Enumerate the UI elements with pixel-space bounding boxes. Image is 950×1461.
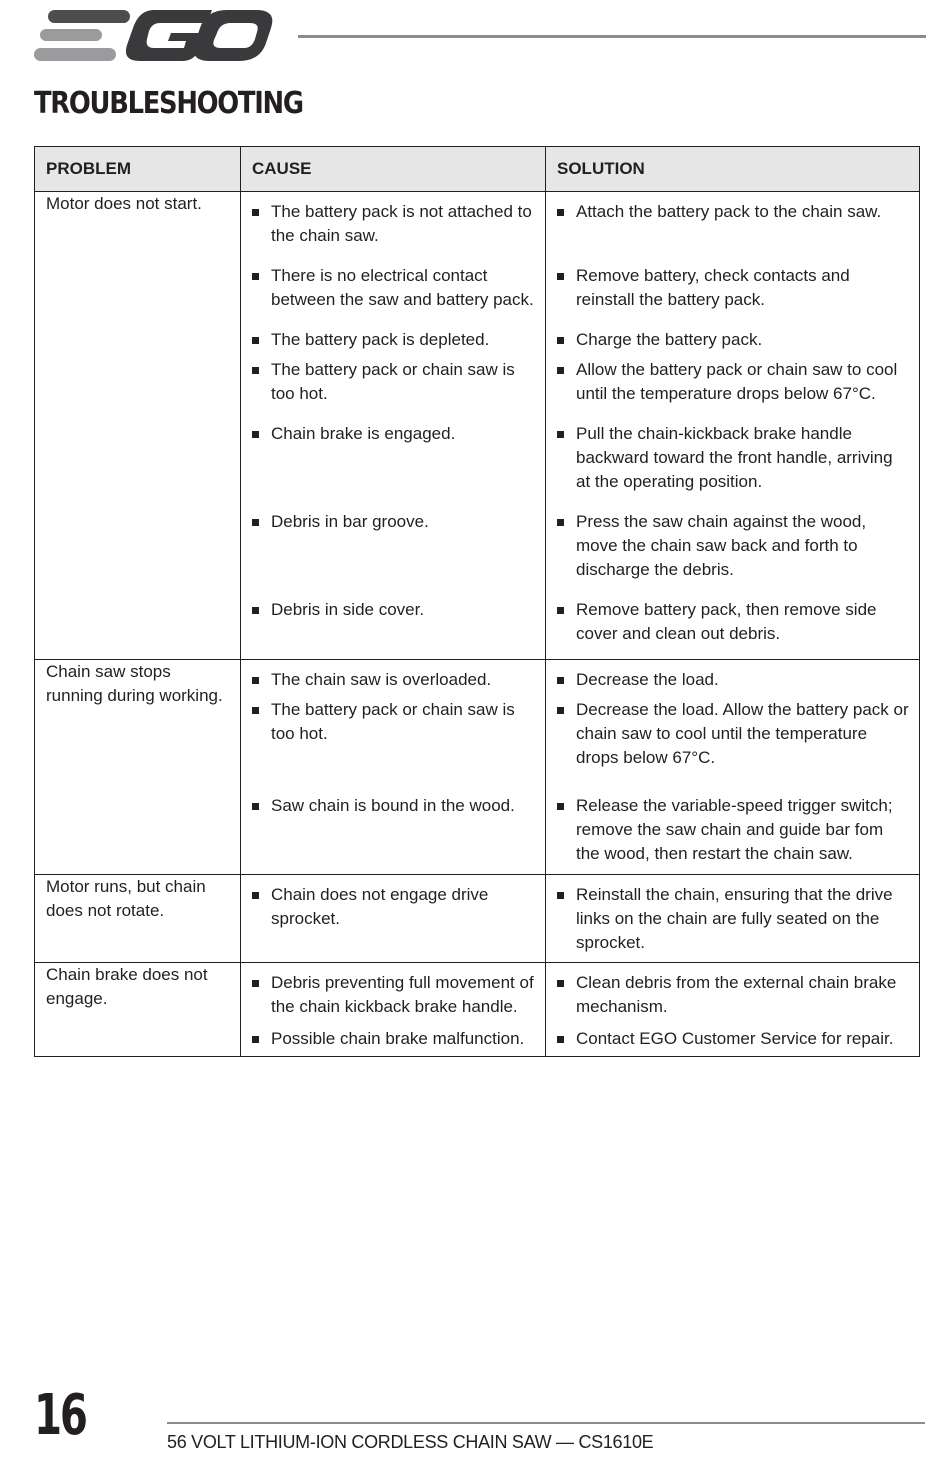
solution-cell: [546, 660, 920, 875]
ego-logo: [34, 10, 274, 62]
bullet-icon: [251, 1027, 271, 1051]
bullet-icon: [251, 358, 271, 382]
table-row: [35, 660, 920, 875]
cause-item: Possible chain brake malfunction.: [241, 1027, 545, 1051]
cause-item: The chain saw is overloaded.: [241, 668, 545, 698]
bullet-icon: [556, 200, 576, 224]
solution-item: Press the saw chain against the wood, move the chain saw back and forth to discharge the debris.: [546, 510, 919, 598]
problem-cell: Motor does not start.: [35, 192, 241, 660]
bullet-icon: [251, 883, 271, 907]
solution-item: Contact EGO Customer Service for repair.: [546, 1027, 919, 1051]
bullet-icon: [251, 598, 271, 622]
table-row: [35, 875, 920, 963]
bullet-icon: [556, 971, 576, 995]
solution-cell: [546, 875, 920, 963]
cause-item: Saw chain is bound in the wood.: [241, 794, 545, 874]
header-problem: PROBLEM: [35, 147, 241, 192]
bullet-icon: [251, 971, 271, 995]
cause-cell: [241, 963, 546, 1057]
solution-item: Allow the battery pack or chain saw to cool until the temperature drops below 67°C.: [546, 358, 919, 422]
bullet-icon: [556, 668, 576, 692]
solution-item: Decrease the load. Allow the battery pack or chain saw to cool until the temperature drops below 67°C.: [546, 698, 919, 794]
bullet-icon: [556, 883, 576, 907]
cause-cell: [241, 660, 546, 875]
header-solution: SOLUTION: [546, 147, 920, 192]
problem-cell: Motor runs, but chain does not rotate.: [35, 875, 241, 963]
bullet-icon: [251, 510, 271, 534]
cause-item: Debris in side cover.: [241, 598, 545, 658]
cause-item: There is no electrical contact between the saw and battery pack.: [241, 264, 545, 328]
solution-item: Remove battery pack, then remove side cover and clean out debris.: [546, 598, 919, 658]
solution-item: Reinstall the chain, ensuring that the drive links on the chain are fully seated on the sprocket.: [546, 883, 919, 955]
page-number: 16: [34, 1383, 86, 1448]
solution-item: Clean debris from the external chain brake mechanism.: [546, 971, 919, 1027]
bullet-icon: [556, 422, 576, 446]
cause-cell: [241, 875, 546, 963]
cause-item: Debris preventing full movement of the chain kickback brake handle.: [241, 971, 545, 1027]
table-row: [35, 963, 920, 1057]
bullet-icon: [556, 328, 576, 352]
troubleshooting-table: [34, 146, 920, 1057]
solution-item: Pull the chain-kickback brake handle backward toward the front handle, arriving at the operating position.: [546, 422, 919, 510]
cause-item: The battery pack or chain saw is too hot.: [241, 698, 545, 794]
cause-cell: [241, 192, 546, 660]
bullet-icon: [251, 668, 271, 692]
header-cause: CAUSE: [241, 147, 546, 192]
cause-item: Chain brake is engaged.: [241, 422, 545, 510]
problem-cell: Chain saw stops running during working.: [35, 660, 241, 875]
bullet-icon: [556, 598, 576, 622]
footer-rule: [167, 1422, 925, 1424]
footer-product-line: 56 VOLT LITHIUM-ION CORDLESS CHAIN SAW — CS1610E: [167, 1432, 654, 1452]
bullet-icon: [556, 1027, 576, 1051]
problem-cell: Chain brake does not engage.: [35, 963, 241, 1057]
table-header-row: [35, 147, 920, 192]
cause-item: The battery pack is not attached to the chain saw.: [241, 200, 545, 264]
bullet-icon: [556, 794, 576, 818]
bullet-icon: [556, 358, 576, 382]
section-title: TROUBLESHOOTING: [34, 86, 303, 121]
solution-item: Decrease the load.: [546, 668, 919, 698]
bullet-icon: [251, 328, 271, 352]
cause-item: Debris in bar groove.: [241, 510, 545, 598]
cause-item: The battery pack or chain saw is too hot.: [241, 358, 545, 422]
bullet-icon: [251, 264, 271, 288]
cause-item: Chain does not engage drive sprocket.: [241, 883, 545, 931]
bullet-icon: [556, 510, 576, 534]
bullet-icon: [556, 264, 576, 288]
solution-item: Release the variable-speed trigger switch; remove the saw chain and guide bar fom the wood, then restart the chain saw.: [546, 794, 919, 874]
bullet-icon: [251, 794, 271, 818]
bullet-icon: [251, 422, 271, 446]
solution-cell: [546, 963, 920, 1057]
bullet-icon: [251, 698, 271, 722]
table-row: [35, 192, 920, 660]
header-rule: [298, 35, 926, 38]
cause-item: The battery pack is depleted.: [241, 328, 545, 358]
solution-item: Charge the battery pack.: [546, 328, 919, 358]
bullet-icon: [556, 698, 576, 722]
solution-item: Remove battery, check contacts and reinstall the battery pack.: [546, 264, 919, 328]
solution-cell: [546, 192, 920, 660]
bullet-icon: [251, 200, 271, 224]
solution-item: Attach the battery pack to the chain saw.: [546, 200, 919, 264]
